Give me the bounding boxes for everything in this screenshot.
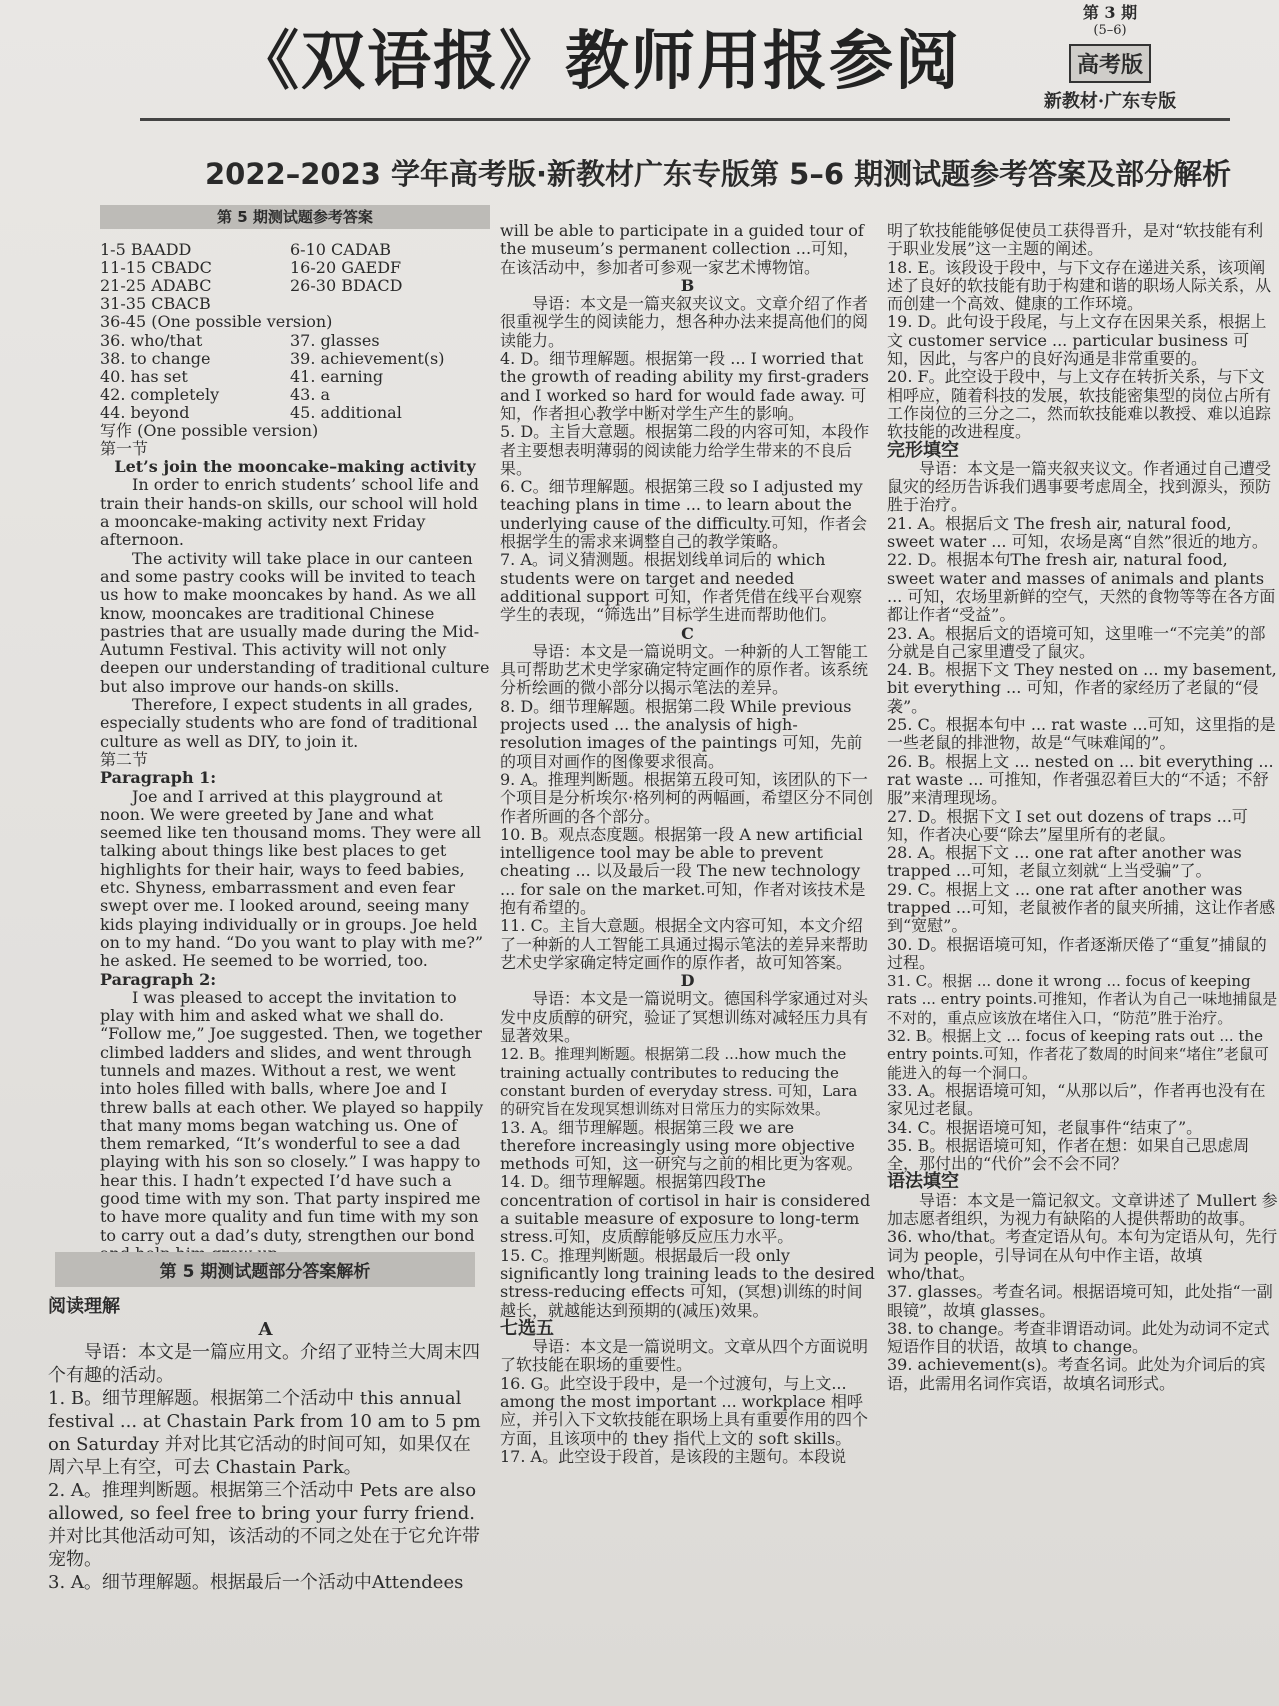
answer-explanation: 9. A。推理判断题。根据第五段可知，该团队的下一个项目是分析埃尔·格列柯的两幅画，希望区分不同创作者所画的各个部分。 xyxy=(500,769,874,826)
answer-explanation: 4. D。细节理解题。根据第一段 ... I worried that the growth of reading ability my first-graders and I worked so hard for would fade away. 可知，作者担心教学中断对学生产生的影响。 xyxy=(500,349,869,423)
writing-label: 写作 (One possible version) xyxy=(100,420,319,440)
answer-explanation: 3. A。细节理解题。根据最后一个活动中Attendees xyxy=(48,1572,464,1593)
passage-c-intro: 导语：本文是一篇说明文。一种新的人工智能工具可帮助艺术史学家确定特定画作的原作者。该系统分析绘画的微小部分以揭示笔法的差异。 xyxy=(500,641,869,698)
passage-b-intro: 导语：本文是一篇夹叙夹议文。文章介绍了作者很重视学生的阅读能力，想各种办法来提高他们的阅读能力。 xyxy=(500,294,869,350)
answer-explanation: 26. B。根据上文 ... nested on ... bit everything ... rat waste ... 可推知，作者强忍着巨大的“不适；不舒服”来清理现场。 xyxy=(887,751,1274,808)
answer-explanation: 35. B。根据语境可知，作者在想：如果自己思虑周全，那付出的“代价”会不会不同？ xyxy=(887,1135,1250,1174)
essay-paragraph: In order to enrich students’ school life and train their hands-on skills, our school will hold a mooncake-making activity next Friday afternoon. xyxy=(100,475,479,550)
answer-explanation: 13. A。细节理解题。根据第三段 we are therefore increasingly using more objective methods 可知，这一研究与之前的相比更为客观。 xyxy=(500,1117,863,1174)
answer-explanation: 10. B。观点态度题。根据第一段 A new artificial intelligence tool may be able to prevent cheating ... 以及最后一段 The new technology ... for sale on the market.可知，作者对该技术是抱有希望的。 xyxy=(500,824,866,917)
passage-b-label: B xyxy=(680,275,695,295)
section-one-label: 第一节 xyxy=(100,438,149,458)
sub-edition: 新教材·广东专版 xyxy=(1043,91,1177,112)
right-column xyxy=(887,222,1279,1393)
answer-explanation: 31. C。根据 ... done it wrong ... focus of keeping rats ... entry points.可推知，作者认为自己一味地捕鼠是不对的，重点应该放在堵住入口，“防范”胜于治疗。 xyxy=(887,972,1278,1027)
fill-answer: 36. who/that xyxy=(100,330,203,350)
answer-explanation: 19. D。此句设于段尾，与上文存在因果关系，根据上文 customer service ... particular business 可知，因此，与客户的良好沟通是非常重要的。 xyxy=(887,312,1267,369)
answer-cell: 6-10 CADAB xyxy=(290,240,391,260)
answer-cell: 31-35 CBACB xyxy=(100,294,211,314)
answer-explanation: 22. D。根据本句The fresh air, natural food, sweet water and masses of animals and plants ... 可知，农场里新鲜的空气，天然的食物等等在各方面都让作者“受益”。 xyxy=(887,550,1276,625)
reading-heading: 阅读理解 xyxy=(48,1296,120,1317)
passage-a-label: A xyxy=(258,1319,273,1340)
fill-answer: 43. a xyxy=(290,384,331,404)
answer-explanation: 28. A。根据下文 ... one rat after another was trapped ...可知，老鼠立刻就“上当受骗”了。 xyxy=(887,843,1242,881)
answer-explanation: 34. C。根据语境可知，老鼠事件“结束了”。 xyxy=(887,1117,1203,1137)
answer-explanation: 32. B。根据上文 ... focus of keeping rats out ... the entry points.可知，作者花了数周的时间来“堵住”老鼠可能进入的每一个洞口。 xyxy=(887,1027,1269,1082)
answer-explanation: 25. C。根据本句中 ... rat waste ...可知，这里指的是一些老鼠的排泄物，故是“气味难闻的”。 xyxy=(887,715,1276,753)
middle-column xyxy=(500,222,875,1466)
fill-answer-grid xyxy=(100,332,490,422)
issue-number: 第 3 期 xyxy=(1082,3,1138,22)
answer-explanation: 29. C。根据上文 ... one rat after another was trapped ...可知，老鼠被作者的鼠夹所捕，这让作者感到“宽慰”。 xyxy=(887,879,1276,936)
paragraph2-text: I was pleased to accept the invitation to play with him and asked what we shall do. “Follow me,” Joe suggested. Then, we together climbed ladders and slides, and went through tunnels and mazes. Without a rest, we went into holes filled with balls, where Joe and I threw balls at each other. We played so happily that many moms began watching us. One of them remarked, “It’s wonderful to see a dad playing with his son so closely.” I was happy to hear this. I hadn’t expected I’d have such a good time with my son. That party inspired me to have more quality and fun time with my son to carry out a dad’s duty, strengthen our bond xyxy=(100,987,484,1245)
seven-intro: 导语：本文是一篇说明文。文章从四个方面说明了软技能在职场的重要性。 xyxy=(500,1337,869,1375)
answer-explanation: 18. E。该段设于段中，与下文存在递进关系，该项阐述了良好的软技能有助于构建和谐的职场人际关系，从而创建一个高效、健康的工作环境。 xyxy=(887,257,1272,314)
answer-explanation: 37. glasses。考查名词。根据语境可知，此处指“一副眼镜”，故填 glasses。 xyxy=(887,1282,1273,1320)
passage-a-intro: 导语：本文是一篇应用文。介绍了亚特兰大周末四个有趣的活动。 xyxy=(48,1342,480,1386)
answer-cell: 11-15 CBADC xyxy=(100,258,212,278)
analysis-column xyxy=(48,1295,483,1594)
answer-cell: 21-25 ADABC xyxy=(100,276,212,296)
essay-paragraph: Therefore, I expect students in all grades, especially students who are fond of traditional culture as well as DIY, to join it. xyxy=(100,695,478,751)
possible-version-label: 36-45 (One possible version) xyxy=(100,312,333,332)
answer-explanation: 6. C。细节理解题。根据第三段 so I adjusted my teaching plans in time ... to learn about the underlying cause of the difficulty.可知，作者会根据学生的需求来调整自己的教学策略。 xyxy=(500,477,868,552)
fill-answer: 40. has set xyxy=(100,366,188,386)
passage-d-intro: 导语：本文是一篇说明文。德国科学家通过对头发中皮质醇的研究，验证了冥想训练对减轻压力具有显著效果。 xyxy=(500,989,869,1046)
fill-answer: 41. earning xyxy=(290,366,384,386)
section-two-label: 第二节 xyxy=(100,749,149,769)
grammar-intro: 导语：本文是一篇记叙文。文章讲述了 Mullert 参加志愿者组织，为视力有缺陷的人提供帮助的故事。 xyxy=(887,1190,1278,1229)
answer-explanation: 8. D。细节理解题。根据第二段 While previous projects used ... the analysis of high-resolution images of the paintings 可知，先前的项目对画作的图像要求很高。 xyxy=(500,696,863,771)
fill-answer: 45. additional xyxy=(290,402,402,422)
essay-title: Let’s join the mooncake–making activity xyxy=(114,457,476,477)
paragraph1-text: Joe and I arrived at this playground at noon. We were greeted by Jane and what seemed like ten thousand moms. They were all talking about things like best places to get highlights for their hair, ways to feed babies, etc. Shyness, embarrassment and even fear swept over me. I looked around, seeing many kids playing individually or in groups. Joe held on to my hand. “Do you want to play with me?” he asked. He seemed to be worried, too. xyxy=(100,786,484,971)
paragraph1-label: Paragraph 1: xyxy=(100,768,217,788)
answer-explanation: 15. C。推理判断题。根据最后一段 only significantly long training leads to the desired stress-reducing effects 可知，(冥想)训练的时间越长，就越能达到预期的(减压)效果。 xyxy=(500,1245,875,1320)
answer-explanation: 39. achievement(s)。考查名词。此处为介词后的宾语，此需用名词作宾语，故填名词形式。 xyxy=(887,1355,1266,1393)
answer-cell: 26-30 BDACD xyxy=(290,276,403,296)
answer-cell xyxy=(290,295,480,313)
choice-answer-grid xyxy=(100,241,490,313)
fill-answer: 42. completely xyxy=(100,384,220,404)
edition-badge: 高考版 xyxy=(1069,44,1151,83)
passage-c-label: C xyxy=(681,623,694,643)
issue-box xyxy=(1030,0,1190,125)
answer-explanation: 7. A。词义猜测题。根据划线单词后的 which students were on target and needed additional support 可知，作者凭借在线平台观察学生的表现，“筛选出”目标学生进而帮助他们。 xyxy=(500,550,863,625)
essay-paragraph: The activity will take place in our canteen and some pastry cooks will be invited to teach us how to make mooncakes by hand. As we all know, mooncakes are traditional Chinese pastries that are usually made during the Mid-Autumn Festival. This activity will not only deepen our understanding of traditional culture but also improve our hands-on skills. xyxy=(100,548,490,696)
issue-range: (5–6) xyxy=(1093,23,1127,38)
answer-explanation: 12. B。推理判断题。根据第二段 ...how much the training actually contributes to reducing the constant burden of everyday stress. 可知，Lara 的研究旨在发现冥想训练对日常压力的实际效果。 xyxy=(500,1045,858,1119)
analysis-banner: 第 5 期测试题部分答案解析 xyxy=(55,1252,475,1287)
grammar-heading: 语法填空 xyxy=(887,1171,959,1193)
answer-cell: 1-5 BAADD xyxy=(100,240,192,260)
answer-explanation: 20. F。此空设于段中，与上文存在转折关系，与下文相呼应，随着科技的发展，软技能密集型的岗位占所有工作岗位的三分之二，然而软技能难以教授、难以追踪软技能的改进程度。 xyxy=(887,367,1272,442)
answer-explanation: 27. D。根据下文 I set out dozens of traps ...可知，作者决心要“除去”屋里所有的老鼠。 xyxy=(887,806,1248,844)
answer-explanation: 36. who/that。考查定语从句。本句为定语从句，先行词为 people，引导词在从句中作主语，故填 who/that。 xyxy=(887,1227,1278,1283)
fill-answer: 44. beyond xyxy=(100,402,190,422)
answer-explanation: 23. A。根据后文的语境可知，这里唯一“不完美”的部分就是自己家里遭受了鼠灾。 xyxy=(887,623,1266,661)
continued-text: 明了软技能能够促使员工获得晋升，是对“软技能有利于职业发展”这一主题的阐述。 xyxy=(887,222,1264,259)
masthead-title: 《双语报》教师用报参阅 xyxy=(235,24,961,99)
answer-explanation: 33. A。根据语境可知，“从那以后”，作者再也没有在家见过老鼠。 xyxy=(887,1080,1266,1119)
cloze-intro: 导语：本文是一篇夹叙夹议文。作者通过自己遭受鼠灾的经历告诉我们遇事要考虑周全，找到源头，预防胜于治疗。 xyxy=(887,458,1272,515)
fill-answer: 39. achievement(s) xyxy=(290,348,445,368)
continued-text: will be able to participate in a guided tour of the museum’s permanent collection ...可知，在该活动中，参加者可参观一家艺术博物馆。 xyxy=(500,221,864,277)
answer-cell: 16-20 GAEDF xyxy=(290,258,402,278)
page-subtitle: 2022–2023 学年高考版·新教材广东专版第 5–6 期测试题参考答案及部分解析 xyxy=(205,157,1232,191)
answer-explanation: 1. B。细节理解题。根据第二个活动中 this annual festival ... at Chastain Park from 10 am to 5 pm on Saturday 并对比其它活动的时间可知，如果仅在周六早上有空，可去 Chastain Park。 xyxy=(48,1388,481,1478)
answer-explanation: 21. A。根据后文 The fresh air, natural food, sweet water ... 可知，农场是离“自然”很近的地方。 xyxy=(887,513,1268,552)
answer-explanation: 24. B。根据下文 They nested on ... my basement, bit everything ... 可知，作者的家经历了老鼠的“侵袭”。 xyxy=(887,660,1277,716)
answer-explanation: 17. A。此空设于段首，是该段的主题句。本段说 xyxy=(500,1446,847,1466)
answer-explanation: 14. D。细节理解题。根据第四段The concentration of cortisol in hair is considered a suitable measure of exposure to long-term stress.可知，皮质醇能够反应压力水平。 xyxy=(500,1172,871,1247)
seven-choose-five-heading: 七选五 xyxy=(500,1317,554,1339)
passage-d-label: D xyxy=(680,971,695,991)
answer-explanation: 38. to change。考查非谓语动词。此处为动词不定式短语作目的状语，故填 to change。 xyxy=(887,1318,1270,1357)
answer-explanation: 11. C。主旨大意题。根据全文内容可知，本文介绍了一种新的人工智能工具通过揭示笔法的差异来帮助艺术史学家确定特定画作的原作者，故可知答案。 xyxy=(500,916,869,972)
fill-answer: 37. glasses xyxy=(290,330,380,350)
header-rule xyxy=(140,118,1230,121)
answers-column xyxy=(100,205,490,1263)
fill-answer: 38. to change xyxy=(100,348,211,368)
cloze-heading: 完形填空 xyxy=(887,439,959,461)
paragraph2-label: Paragraph 2: xyxy=(100,969,217,989)
answer-explanation: 16. G。此空设于段中，是一个过渡句，与上文... among the most important ... workplace 相呼应，并引入下文软技能在职场上具有重要作用的四个方面，且该项中的 they 指代上文的 soft skills。 xyxy=(500,1373,869,1448)
answer-explanation: 30. D。根据语境可知，作者逐渐厌倦了“重复”捕鼠的过程。 xyxy=(887,934,1267,972)
answer-explanation: 5. D。主旨大意题。根据第二段的内容可知，本段作者主要想表明薄弱的阅读能力给学生带来的不良后果。 xyxy=(500,422,870,478)
answer-explanation: 2. A。推理判断题。根据第三个活动中 Pets are also allowed, so feel free to bring your furry friend. 并对比其他活动可知，该活动的不同之处在于它允许带宠物。 xyxy=(48,1480,480,1570)
answers-banner: 第 5 期测试题参考答案 xyxy=(100,205,490,229)
